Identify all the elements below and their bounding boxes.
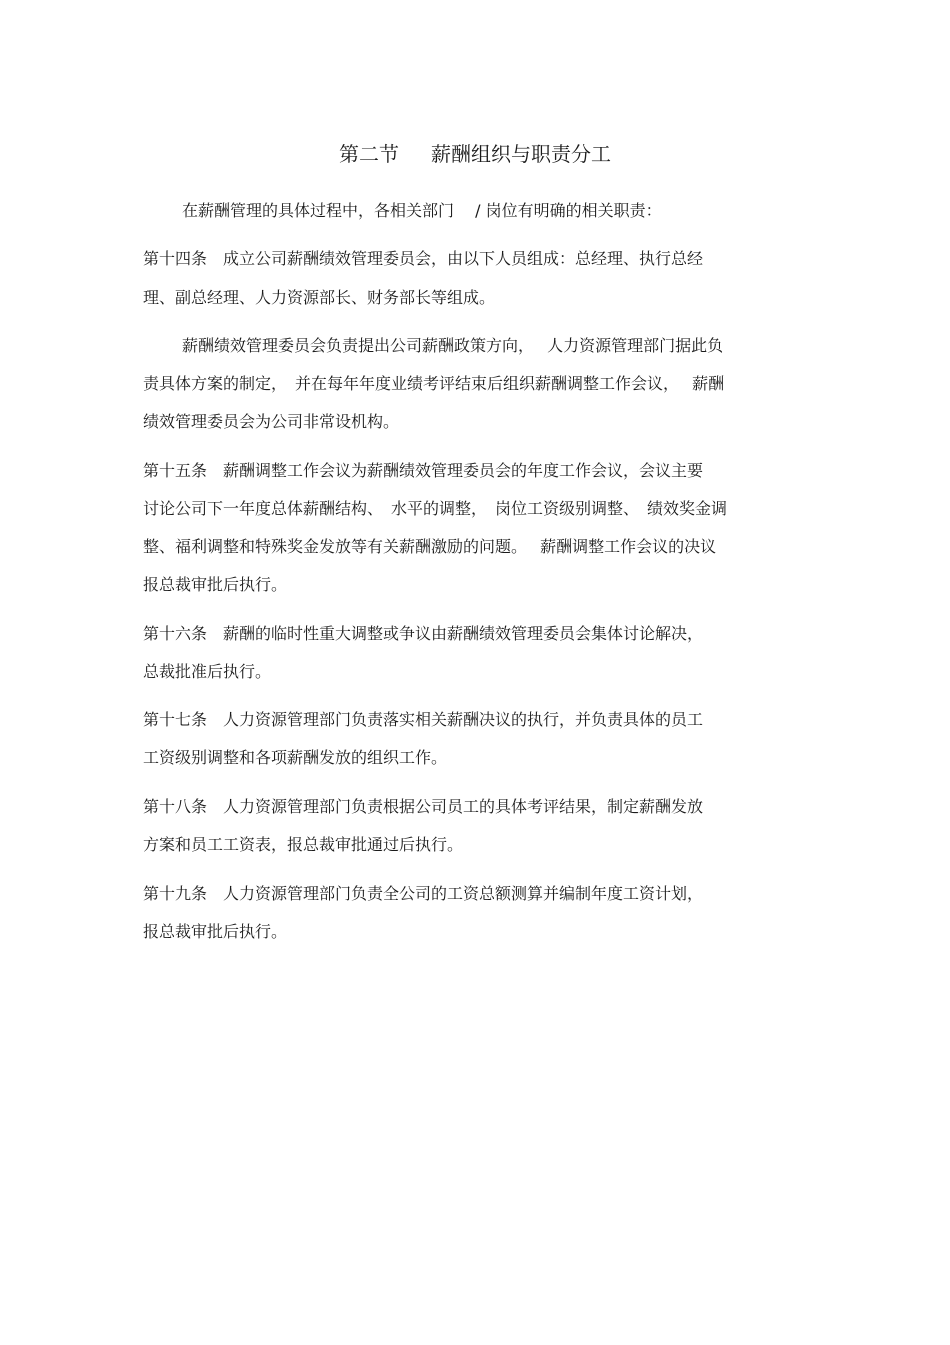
intro-paragraph-line: 在薪酬管理的具体过程中，各相关部门 / 岗位有明确的相关职责： [182,201,662,220]
committee-paragraph-line: 绩效管理委员会为公司非常设机构。 [143,412,400,431]
article-15-line: 报总裁审批后执行。 [143,575,288,594]
article-15-line: 第十五条 薪酬调整工作会议为薪酬绩效管理委员会的年度工作会议，会议主要 [143,461,704,480]
article-15-line: 讨论公司下一年度总体薪酬结构、 水平的调整， 岗位工资级别调整、 绩效奖金调 [143,499,728,518]
section-label: 第二节 [339,142,399,166]
article-17-line: 第十七条 人力资源管理部门负责落实相关薪酬决议的执行，并负责具体的员工 [143,710,704,729]
committee-paragraph-line: 责具体方案的制定， 并在每年年度业绩考评结束后组织薪酬调整工作会议， 薪酬 [143,374,725,393]
article-15-line: 整、福利调整和特殊奖金发放等有关薪酬激励的问题。 薪酬调整工作会议的决议 [143,537,717,556]
section-title: 薪酬组织与职责分工 [431,142,611,166]
article-16-line: 第十六条 薪酬的临时性重大调整或争议由薪酬绩效管理委员会集体讨论解决， [143,624,704,643]
section-heading [0,140,950,168]
article-14-line: 理、副总经理、人力资源部长、财务部长等组成。 [143,288,496,307]
committee-paragraph-line: 薪酬绩效管理委员会负责提出公司薪酬政策方向， 人力资源管理部门据此负 [182,336,724,355]
article-17-line: 工资级别调整和各项薪酬发放的组织工作。 [143,748,448,767]
article-19-line: 第十九条 人力资源管理部门负责全公司的工资总额测算并编制年度工资计划， [143,884,704,903]
article-18-line: 第十八条 人力资源管理部门负责根据公司员工的具体考评结果，制定薪酬发放 [143,797,704,816]
article-16-line: 总裁批准后执行。 [143,662,272,681]
article-19-line: 报总裁审批后执行。 [143,922,288,941]
article-18-line: 方案和员工工资表，报总裁审批通过后执行。 [143,835,464,854]
article-14-line: 第十四条 成立公司薪酬绩效管理委员会，由以下人员组成：总经理、执行总经 [143,249,704,268]
